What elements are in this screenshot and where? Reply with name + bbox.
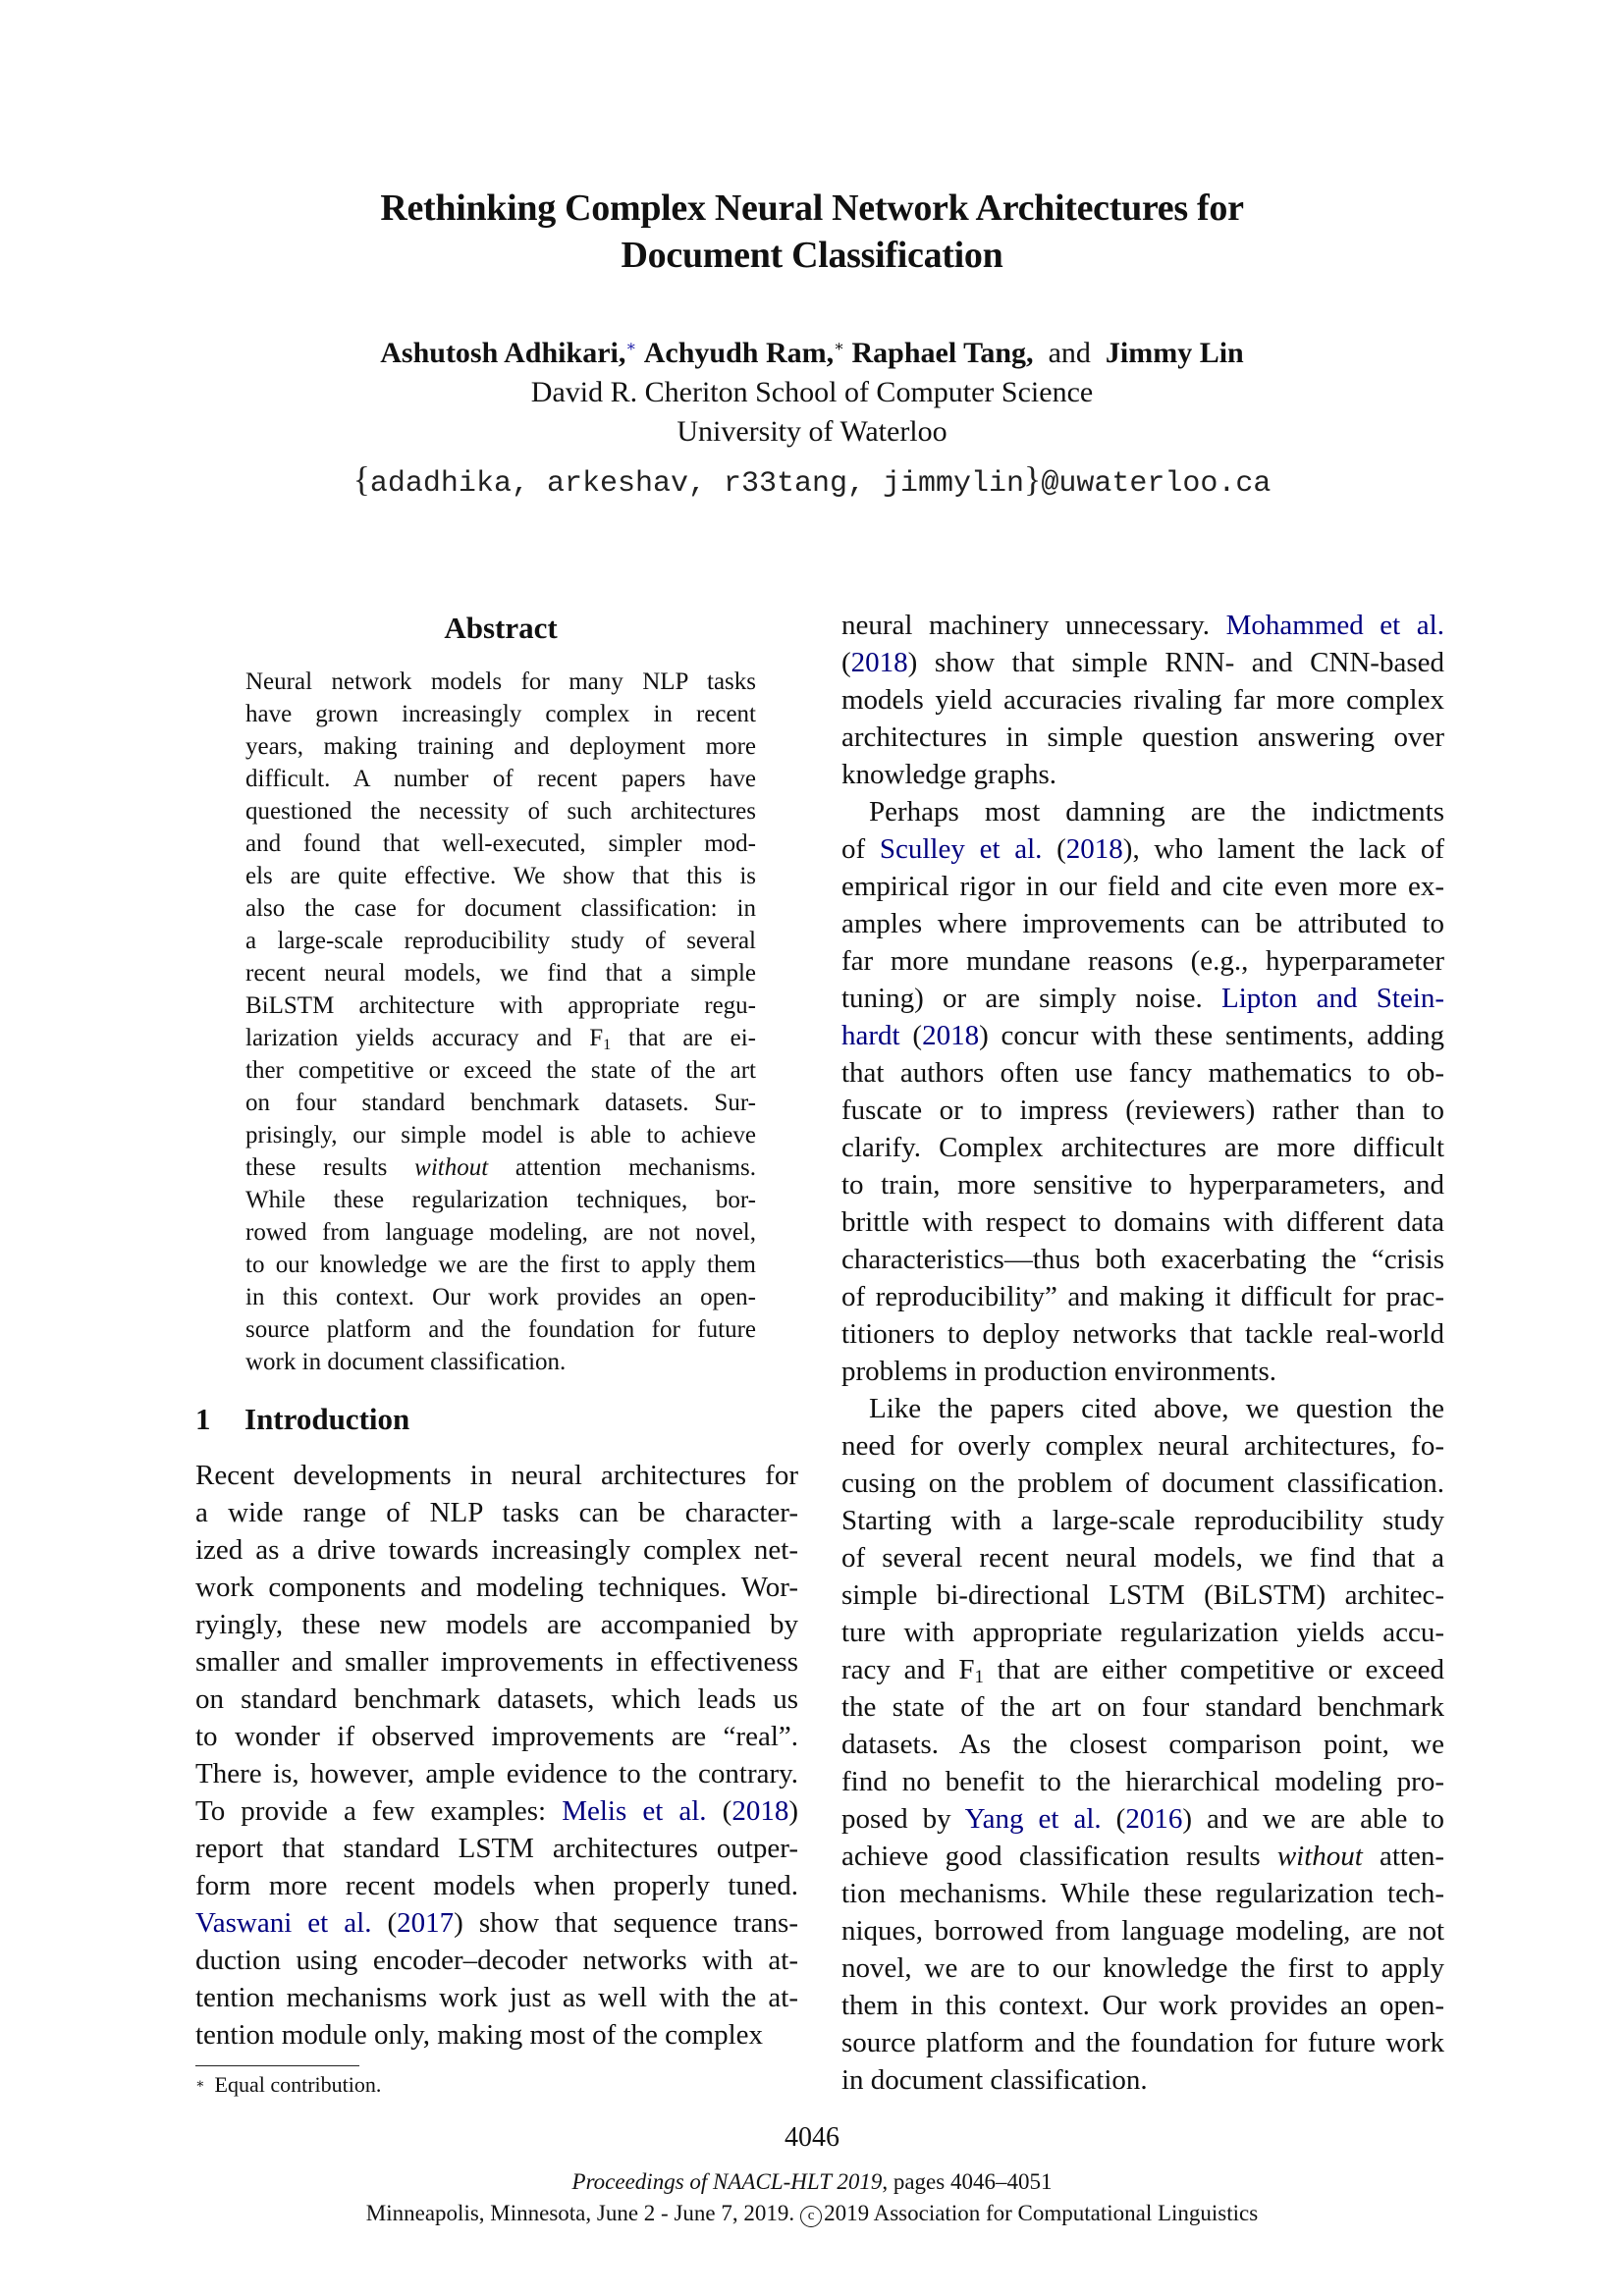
author-name: Raphael Tang, [851,337,1034,369]
copyright-icon: c [800,2206,822,2227]
citation-link[interactable]: Yang et al. [964,1803,1102,1835]
text-line: novel, we are to our knowledge the first to apply [841,1952,1444,1984]
text-line: also the case for document classification: in [245,895,756,922]
text-line: Perhaps most damning are the indictments [869,796,1444,828]
text-line: difficult. A number of recent papers have [245,766,756,792]
text-line: prisingly, our simple model is able to achieve [245,1122,756,1148]
text-line: ther competitive or exceed the state of the art [245,1057,756,1084]
abstract-body [245,666,756,1378]
text-line: models yield accuracies rivaling far more complex [841,684,1444,716]
text-line: tuning) or are simply noise. Lipton and Stein- [841,983,1444,1014]
text-line: on standard benchmark datasets, which leads us [195,1683,798,1715]
citation-link[interactable]: Sculley et al. [879,833,1043,865]
text-line: tion mechanisms. While these regularization tech- [841,1878,1444,1909]
text-line: achieve good classification results without atten- [841,1841,1444,1872]
text-line: fuscate or to impress (reviewers) rather than to [841,1095,1444,1126]
text-line: To provide a few examples: Melis et al. (2018) [195,1795,798,1827]
text-line: niques, borrowed from language modeling, are not [841,1915,1444,1947]
text-line: have grown increasingly complex in recent [245,701,756,727]
footnote: ∗ Equal contribution. [195,2072,382,2097]
text-line: duction using encoder–decoder networks with at- [195,1945,798,1976]
citation-link[interactable]: Mohammed et al. [1225,610,1444,641]
text-line: There is, however, ample evidence to the contrary. [195,1758,798,1789]
text-line: larization yields accuracy and $F_1$ that are ei- [245,1025,756,1053]
author-list [0,334,1624,373]
text-line: racy and $F_1$ that are either competitive or exceed [841,1654,1444,1687]
citation-year-link[interactable]: 2018 [731,1795,789,1827]
intro-right-column [841,607,1444,2099]
text-line: hardt (2018) concur with these sentiments, adding [841,1020,1444,1051]
citation-link[interactable]: Vaswani et al. [195,1907,372,1939]
text-line: characteristics—thus both exacerbating the “crisis [841,1244,1444,1275]
text-line: of several recent neural models, we find that a [841,1542,1444,1574]
text-line: source platform and the foundation for future work [841,2027,1444,2058]
text-line: tention module only, making most of the complex [195,2019,764,2051]
text-line: Neural network models for many NLP tasks [245,668,756,695]
text-line: recent neural models, we find that a simple [245,960,756,987]
text-line: rowed from language modeling, are not novel, [245,1219,756,1246]
text-line: that authors often use fancy mathematics to ob- [841,1057,1444,1089]
text-line: source platform and the foundation for future [245,1316,756,1343]
text-line: years, making training and deployment more [245,733,756,760]
proceedings-footer: Proceedings of NAACL-HLT 2019, pages 4046–4051 Minneapolis, Minnesota, June 2 - June 7, 2019. c 2019 Association for Computational Linguistics [365,2169,1259,2225]
citation-link[interactable]: Melis et al. [562,1795,707,1827]
citation-year-link[interactable]: 2017 [397,1907,455,1939]
text-line: ryingly, these new models are accompanied by [195,1609,798,1640]
text-line: els are quite effective. We show that this is [245,863,756,889]
text-line: to train, more sensitive to hyperparameters, and [841,1169,1444,1201]
abstract-heading: Abstract [444,611,558,645]
text-line: amples where improvements can be attributed to [841,908,1444,939]
text-line: need for overly complex neural architectures, fo- [841,1430,1444,1462]
text-line: work in document classification. [245,1349,567,1375]
text-line: the state of the art on four standard benchmark [841,1691,1444,1723]
section-heading-introduction: 1 Introduction [195,1402,410,1436]
page-number: 4046 [785,2122,839,2153]
text-line: on four standard benchmark datasets. Sur- [245,1090,756,1116]
author-conjunction: and [1048,337,1091,369]
text-line: tention mechanisms work just as well with the at- [195,1982,798,2013]
text-line: posed by Yang et al. (2016) and we are able to [841,1803,1444,1835]
affiliation-department: David R. Cheriton School of Computer Science [530,376,1094,408]
text-line: datasets. As the closest comparison point, we [841,1729,1444,1760]
footnote-mark: ∗ [834,339,844,355]
text-line: Starting with a large-scale reproducibility study [841,1505,1444,1536]
citation-year-link[interactable]: 2016 [1125,1803,1183,1835]
author-name: Jimmy Lin [1105,337,1244,369]
text-line: BiLSTM architecture with appropriate regu- [245,992,756,1019]
citation-link[interactable]: Lipton and Stein- [1221,983,1444,1014]
citation-year-link[interactable]: 2018 [1065,833,1123,865]
text-line: them in this context. Our work provides an open- [841,1990,1444,2021]
text-line: Recent developments in neural architectures for [195,1460,798,1491]
text-line: empirical rigor in our field and cite even more ex- [841,871,1444,902]
text-line: simple bi-directional LSTM (BiLSTM) architec- [841,1579,1444,1611]
citation-year-link[interactable]: 2018 [922,1020,980,1051]
author-emails: {adadhika, arkeshav, r33tang, jimmylin}@uwaterloo.ca [352,459,1272,501]
author-name: Ashutosh Adhikari, [380,337,626,369]
text-line: ized as a drive towards increasingly complex net- [195,1534,798,1566]
text-line: work components and modeling techniques. Wor- [195,1572,798,1603]
text-line: questioned the necessity of such architectures [245,798,756,825]
text-line: and found that well-executed, simpler mod- [245,830,756,857]
text-line: report that standard LSTM architectures outper- [195,1833,798,1864]
text-line: cusing on the problem of document classification. [841,1468,1444,1499]
text-line: these results without attention mechanisms. [245,1154,756,1181]
citation-link[interactable]: hardt [841,1020,900,1051]
text-line: While these regularization techniques, bor- [245,1187,756,1213]
text-line: find no benefit to the hierarchical modeling pro- [841,1766,1444,1797]
text-line: knowledge graphs. [841,759,1057,790]
text-line: ture with appropriate regularization yields accu- [841,1617,1444,1648]
text-line: problems in production environments. [841,1356,1276,1387]
text-line: a wide range of NLP tasks can be character- [195,1497,798,1528]
paper-title: Rethinking Complex Neural Network Architectures for Document Classification [380,187,1244,276]
footnote-mark-link[interactable]: ∗ [625,339,637,355]
intro-left-column [195,1457,798,2054]
text-line: in document classification. [841,2064,1148,2096]
text-line: architectures in simple question answering over [841,721,1444,753]
text-line: neural machinery unnecessary. Mohammed et al. [841,610,1444,641]
text-line: (2018) show that simple RNN- and CNN-based [841,647,1444,678]
text-line: far more mundane reasons (e.g., hyperparameter [841,945,1444,977]
citation-year-link[interactable]: 2018 [850,647,908,678]
footnote-divider [195,2065,359,2066]
text-line: form more recent models when properly tuned. [195,1870,798,1901]
text-line: to wonder if observed improvements are “real”. [195,1721,798,1752]
text-line: clarify. Complex architectures are more difficult [841,1132,1444,1163]
author-name: Achyudh Ram, [643,337,835,369]
text-line: Like the papers cited above, we question the [869,1393,1444,1424]
text-line: to our knowledge we are the first to apply them [245,1252,756,1278]
text-line: a large-scale reproducibility study of several [245,928,756,954]
text-line: of Sculley et al. (2018), who lament the lack of [841,833,1444,865]
affiliation-university: University of Waterloo [677,415,947,448]
text-line: in this context. Our work provides an open- [245,1284,756,1310]
text-line: of reproducibility” and making it difficult for prac- [841,1281,1444,1312]
text-line: titioners to deploy networks that tackle real-world [841,1318,1444,1350]
text-line: brittle with respect to domains with different data [841,1206,1444,1238]
text-line: Vaswani et al. (2017) show that sequence trans- [195,1907,798,1939]
text-line: smaller and smaller improvements in effectiveness [195,1646,798,1678]
